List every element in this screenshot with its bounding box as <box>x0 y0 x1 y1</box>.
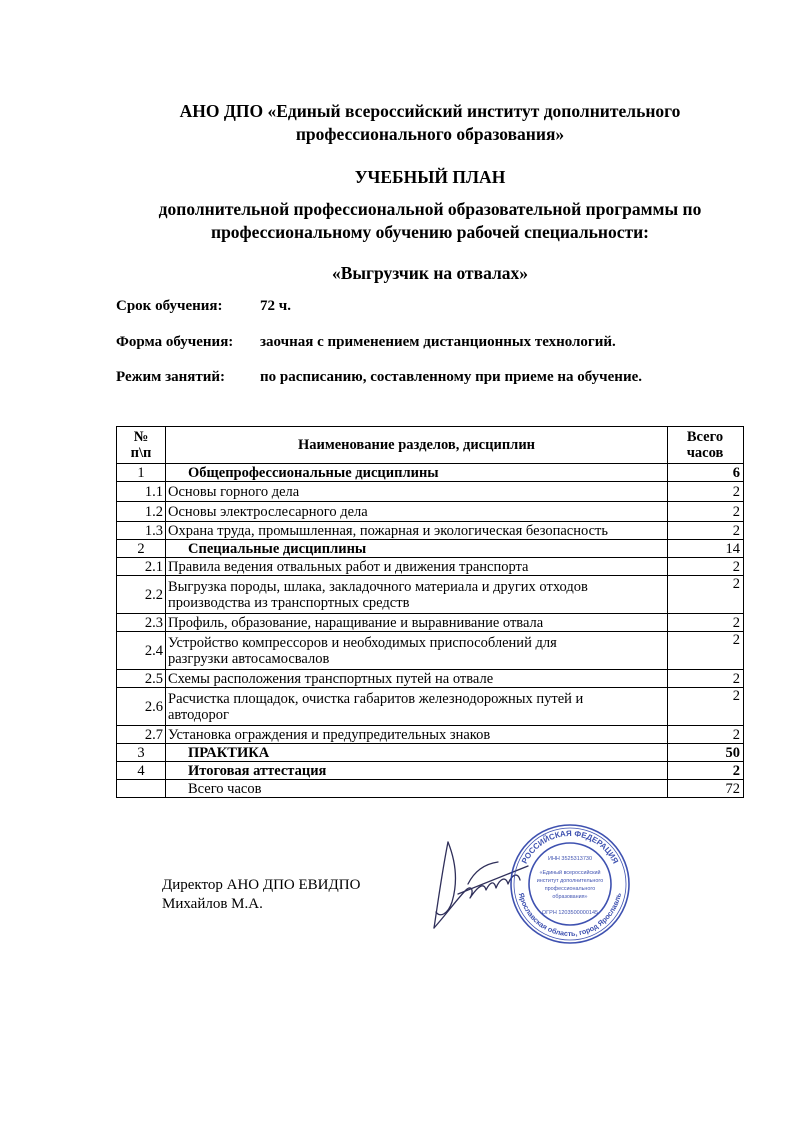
row-num: 2.2 <box>117 576 166 614</box>
row-name: Охрана труда, промышленная, пожарная и экологическая безопасность <box>166 522 668 540</box>
table-row <box>117 688 744 726</box>
stamp-center-line-1: «Единый всероссийский <box>539 870 601 876</box>
header-num <box>117 427 166 464</box>
table-row <box>117 780 744 798</box>
row-num: 2.5 <box>117 670 166 688</box>
form-label: Форма обучения: <box>116 334 234 350</box>
table-row <box>117 614 744 632</box>
row-num: 1.1 <box>117 482 166 502</box>
row-num <box>117 780 166 798</box>
row-hours: 6 <box>668 464 744 482</box>
org-name-line-2: профессионального образования» <box>295 124 565 144</box>
stamp-inn: ИНН 3525313730 <box>547 856 593 862</box>
row-num: 2.4 <box>117 632 166 670</box>
row-name: Правила ведения отвальных работ и движения транспорта <box>166 558 668 576</box>
row-name: Итоговая аттестация <box>166 762 668 780</box>
row-num: 2.7 <box>117 726 166 744</box>
table-row <box>117 522 744 540</box>
row-name: Основы электрослесарного дела <box>166 502 668 522</box>
row-num: 2.6 <box>117 688 166 726</box>
row-hours: 2 <box>668 688 744 726</box>
header-num-line-2: п\п <box>130 445 152 461</box>
stamp-outer-top-text: РОССИЙСКАЯ ФЕДЕРАЦИЯ <box>519 828 621 866</box>
table-row <box>117 744 744 762</box>
table-row <box>117 482 744 502</box>
table-row <box>117 726 744 744</box>
row-name <box>166 688 668 726</box>
program-description-line-1: дополнительной профессиональной образовательной программы по <box>158 199 702 219</box>
org-name-line-1: АНО ДПО «Единый всероссийский институт дополнительного <box>179 101 681 121</box>
row-name-line-2: разгрузки автосамосвалов <box>168 650 330 667</box>
row-num: 1.3 <box>117 522 166 540</box>
row-num: 1 <box>117 464 166 482</box>
table-row <box>117 558 744 576</box>
row-hours: 2 <box>668 726 744 744</box>
row-hours: 2 <box>668 482 744 502</box>
program-name: «Выгрузчик на отвалах» <box>331 263 529 283</box>
row-hours: 2 <box>668 502 744 522</box>
row-num: 3 <box>117 744 166 762</box>
signatory-name: Михайлов М.А. <box>162 896 263 912</box>
signatory-block <box>162 876 360 914</box>
row-hours: 2 <box>668 762 744 780</box>
row-hours: 2 <box>668 558 744 576</box>
header-hours-line-1: Всего <box>686 429 724 445</box>
table-row <box>117 502 744 522</box>
row-name-line-1: Выгрузка породы, шлака, закладочного материала и других отходов <box>168 578 588 595</box>
row-hours: 50 <box>668 744 744 762</box>
duration-value: 72 ч. <box>260 298 291 314</box>
table-row <box>117 540 744 558</box>
document-title: УЧЕБНЫЙ ПЛАН <box>354 167 506 187</box>
row-name: ПРАКТИКА <box>166 744 668 762</box>
form-value: заочная с применением дистанционных технологий. <box>260 334 616 350</box>
row-name <box>166 632 668 670</box>
row-name: Основы горного дела <box>166 482 668 502</box>
row-hours: 2 <box>668 632 744 670</box>
table-row <box>117 576 744 614</box>
row-num: 2.1 <box>117 558 166 576</box>
row-name <box>166 576 668 614</box>
row-num: 2.3 <box>117 614 166 632</box>
header-num-line-1: № <box>133 429 149 445</box>
row-name: Всего часов <box>166 780 668 798</box>
mode-value: по расписанию, составленному при приеме на обучение. <box>260 369 642 385</box>
row-name-line-1: Расчистка площадок, очистка габаритов железнодорожных путей и <box>168 690 584 707</box>
header-hours <box>668 427 744 464</box>
duration-label: Срок обучения: <box>116 298 223 314</box>
row-name: Схемы расположения транспортных путей на отвале <box>166 670 668 688</box>
stamp-outer-bottom-text: Ярославская область, город Ярославль <box>516 891 624 939</box>
row-hours: 2 <box>668 522 744 540</box>
table-row <box>117 632 744 670</box>
program-description-line-2: профессиональному обучению рабочей специальности: <box>210 222 650 242</box>
program-description <box>100 198 760 244</box>
curriculum-table <box>116 426 744 798</box>
org-name <box>100 100 760 146</box>
row-name: Установка ограждения и предупредительных знаков <box>166 726 668 744</box>
row-hours: 2 <box>668 670 744 688</box>
stamp-center-line-4: образования» <box>552 894 588 900</box>
stamp-center-line-2: институт дополнительного <box>536 878 604 884</box>
stamp-center-line-3: профессионального <box>544 886 596 892</box>
row-hours: 14 <box>668 540 744 558</box>
table-row <box>117 762 744 780</box>
signatory-position: Директор АНО ДПО ЕВИДПО <box>162 877 361 893</box>
row-name: Специальные дисциплины <box>166 540 668 558</box>
row-num: 1.2 <box>117 502 166 522</box>
row-name-line-1: Устройство компрессоров и необходимых приспособлений для <box>168 634 557 651</box>
header-name: Наименование разделов, дисциплин <box>166 427 668 464</box>
row-name-line-2: производства из транспортных средств <box>168 594 410 611</box>
table-header-row <box>117 427 744 464</box>
row-hours: 72 <box>668 780 744 798</box>
stamp-ogrn: ОГРН 1203500000145 <box>541 910 599 916</box>
row-num: 4 <box>117 762 166 780</box>
row-name: Профиль, образование, наращивание и выравнивание отвала <box>166 614 668 632</box>
organization-stamp <box>508 822 632 946</box>
row-name: Общепрофессиональные дисциплины <box>166 464 668 482</box>
row-num: 2 <box>117 540 166 558</box>
row-hours: 2 <box>668 614 744 632</box>
table-row <box>117 464 744 482</box>
row-hours: 2 <box>668 576 744 614</box>
mode-label: Режим занятий: <box>116 369 226 385</box>
row-name-line-2: автодорог <box>168 706 229 723</box>
header-hours-line-2: часов <box>686 445 724 461</box>
table-row <box>117 670 744 688</box>
